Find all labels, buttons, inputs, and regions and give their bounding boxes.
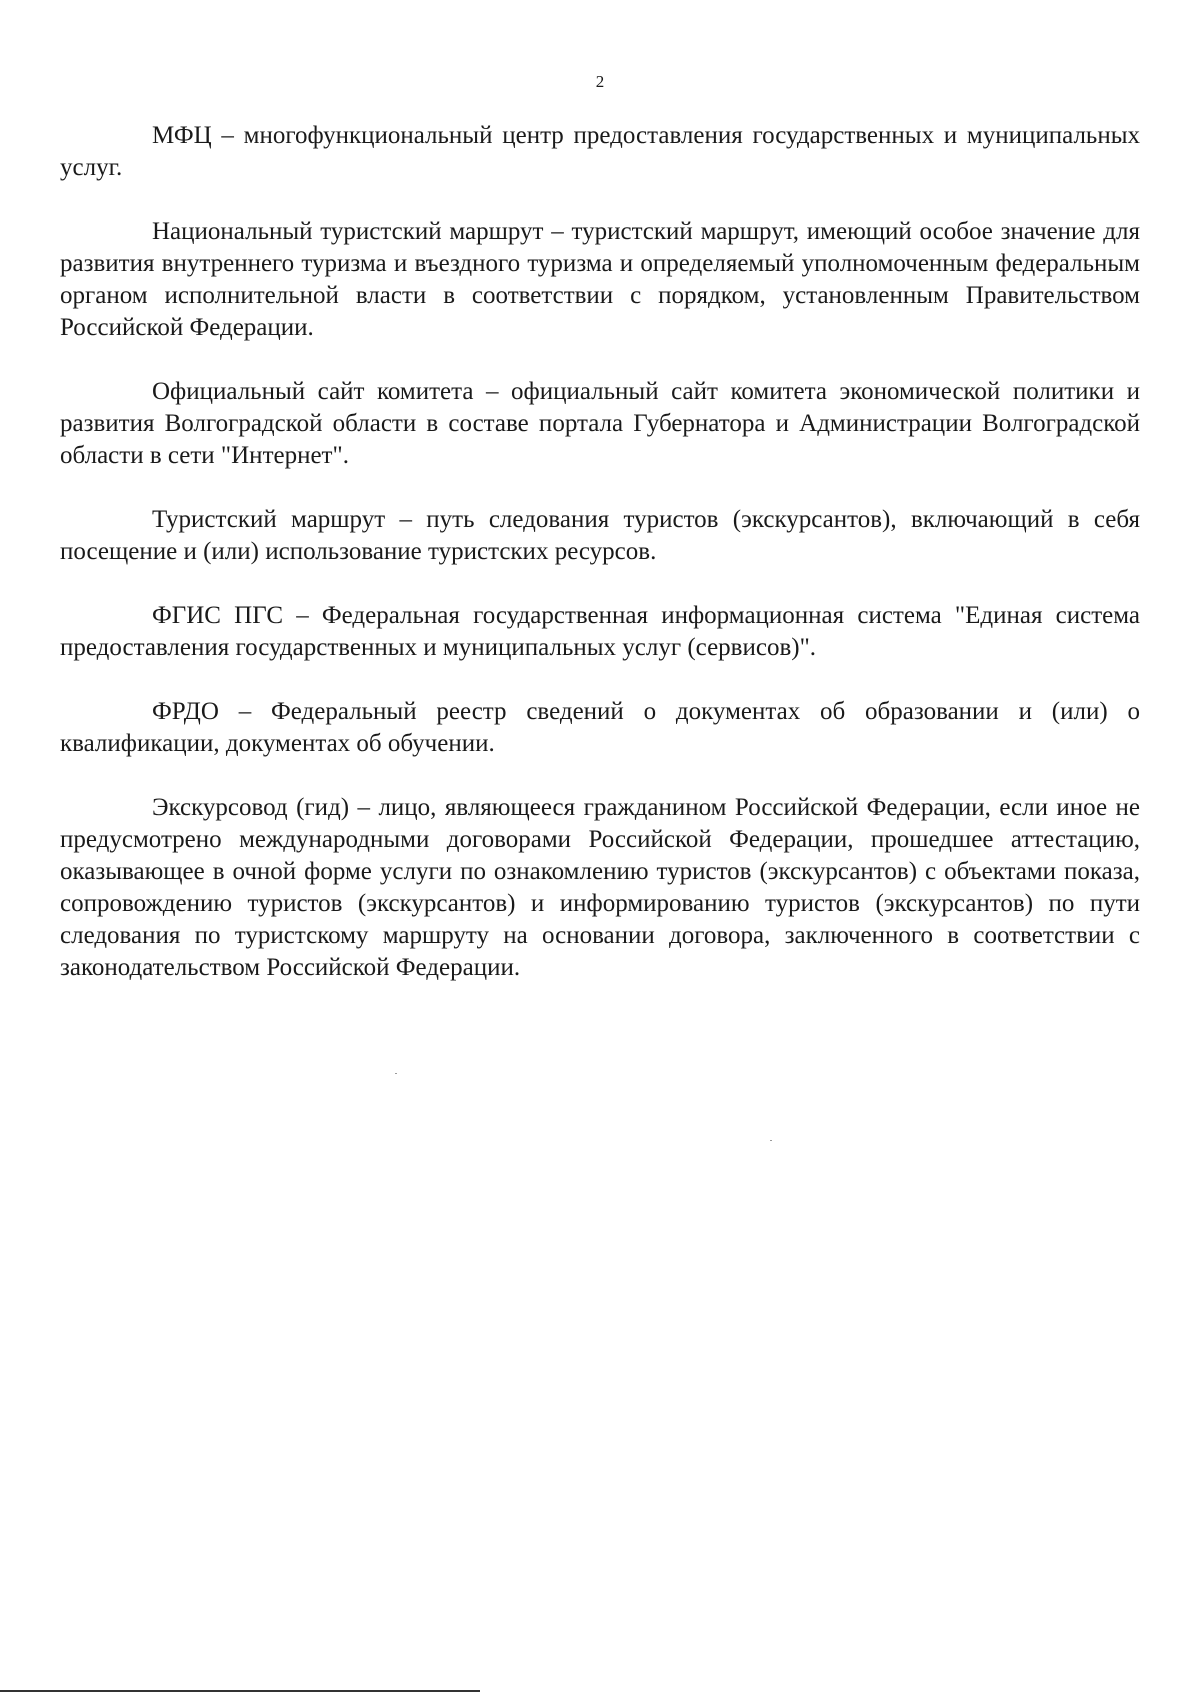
page-number: 2: [595, 72, 605, 91]
definition-tourist-route: Туристский маршрут – путь следования туристов (экскурсантов), включающий в себя посещение и (или) использование туристских ресурсов.: [60, 506, 1140, 565]
definition-national-tourist-route: Национальный туристский маршрут – туристский маршрут, имеющий особое значение для развития внутреннего туризма и въездного туризма и определяемый уполномоченным федеральным органом исполнительной власти в соответствии с порядком, установленным Правительством Российской Федерации.: [60, 218, 1140, 341]
scan-speck: [395, 1073, 397, 1074]
scan-speck: [770, 1140, 772, 1141]
definition-guide: Экскурсовод (гид) – лицо, являющееся гражданином Российской Федерации, если иное не предусмотрено международными договорами Российской Федерации, прошедшее аттестацию, оказывающее в очной форме услуги по ознакомлению туристов (экскурсантов) с объектами показа, сопровождению туристов (экскурсантов) и информированию туристов (экскурсантов) по пути следования по туристскому маршруту на основании договора, заключенного в соответствии с законодательством Российской Федерации.: [60, 794, 1140, 981]
definition-fgis-pgs: ФГИС ПГС – Федеральная государственная информационная система "Единая система предоставления государственных и муниципальных услуг (сервисов)".: [60, 602, 1140, 661]
definitions-list: [60, 120, 1140, 1016]
definition-mfc: МФЦ – многофункциональный центр предоставления государственных и муниципальных услуг.: [60, 122, 1140, 181]
definition-official-site: Официальный сайт комитета – официальный сайт комитета экономической политики и развития Волгоградской области в составе портала Губернатора и Администрации Волгоградской области в сети "Интернет".: [60, 378, 1140, 469]
bottom-edge-line: [0, 1690, 480, 1692]
definition-frdo: ФРДО – Федеральный реестр сведений о документах об образовании и (или) о квалификации, документах об обучении.: [60, 698, 1140, 757]
